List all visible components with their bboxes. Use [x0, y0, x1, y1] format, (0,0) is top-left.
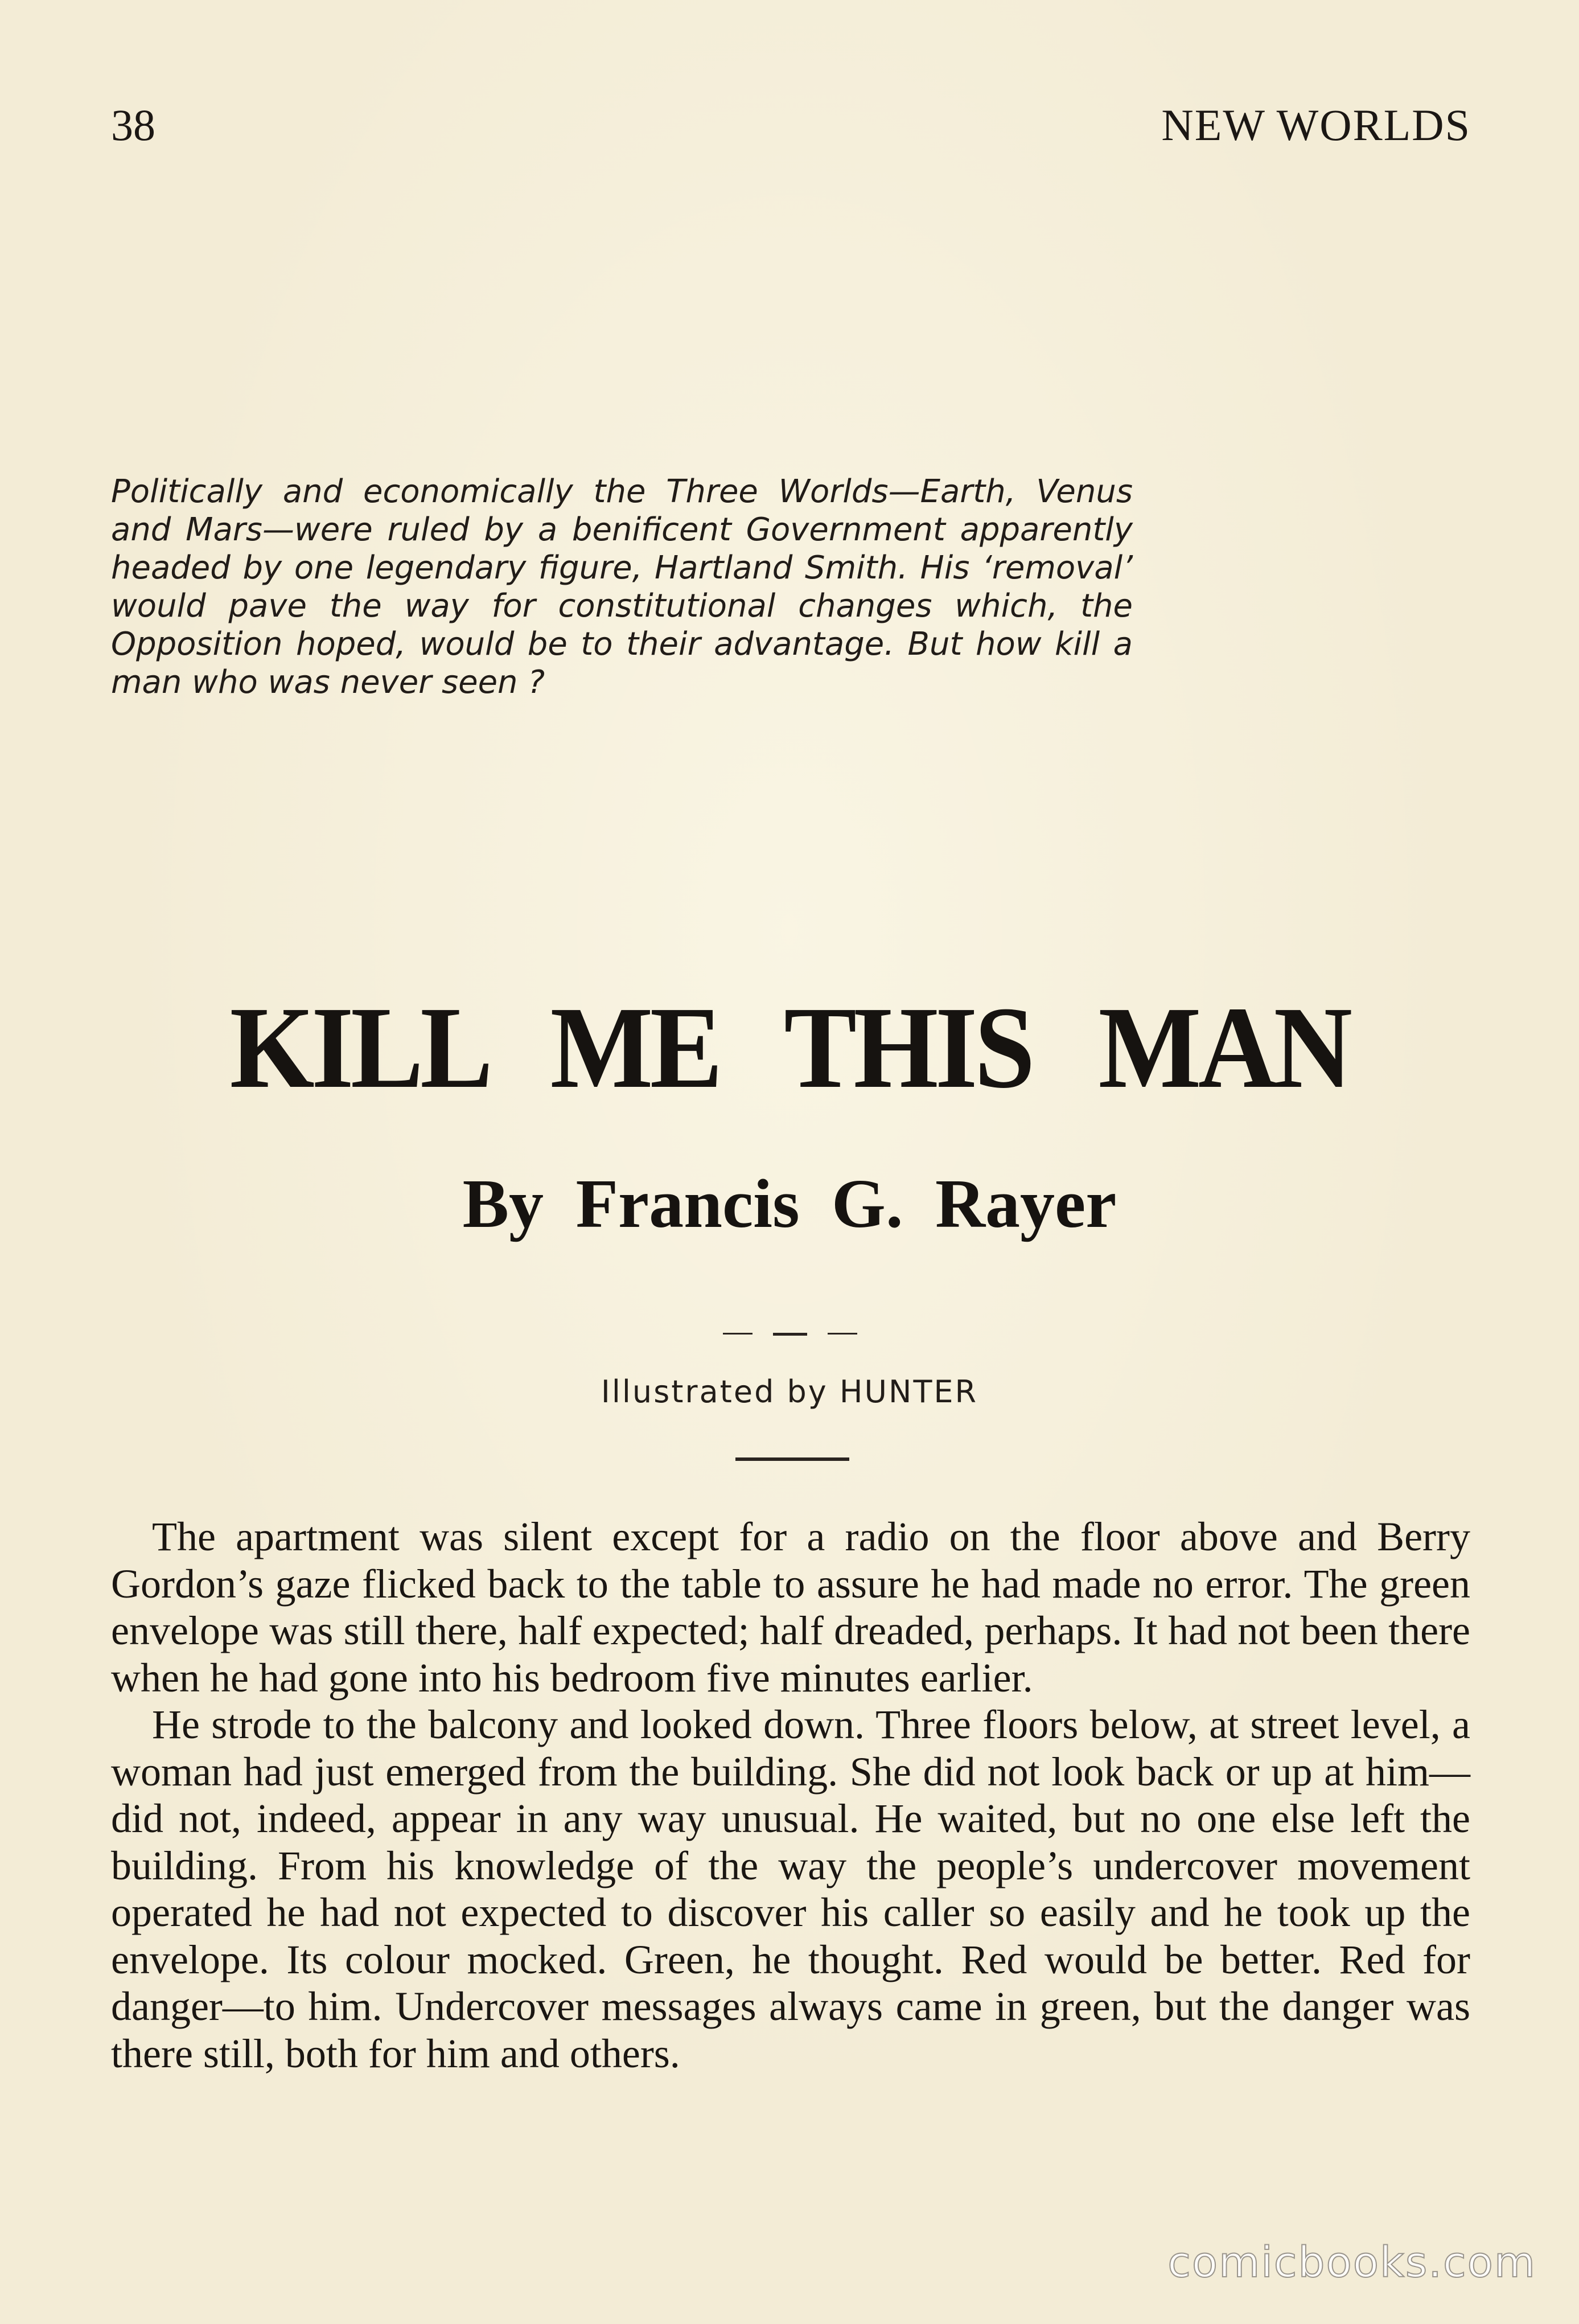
site-watermark: comicbooks.com — [1167, 2238, 1536, 2287]
page-number: 38 — [111, 100, 155, 150]
running-head — [111, 97, 1471, 154]
story-byline: By Francis G. Rayer — [462, 1165, 1117, 1242]
illustrator-credit: Illustrated by HUNTER — [601, 1374, 978, 1410]
body-paragraph: The apartment was silent except for a radio on the floor above and Berry Gordon’s gaze flicked back to the table to assure he had made no error. The green envelope was still there, half expected; half dreaded, perhaps. It had not been there when he had gone into his bedroom five minutes earlier. — [111, 1514, 1470, 1701]
dash-ornament — [723, 1333, 857, 1337]
body-paragraph: He strode to the balcony and looked down. Three floors below, at street level, a woman had just emerged from the building. She did not look back or up at him—did not, indeed, appear in any way unusual. He waited, but no one else left the building. From his knowledge of the way the people’s undercover movement operated he had not expected to discover his caller so easily and he took up the envelope. Its colour mocked. Green, he thought. Red would be better. Red for danger—to him. Undercover messages always came in green, but the danger was there still, both for him and others. — [111, 1702, 1470, 2076]
magazine-name: NEW WORLDS — [1161, 100, 1471, 150]
story-body — [111, 1513, 1470, 2077]
story-blurb: Politically and economically the Three Worlds—Earth, Venus and Mars—were ruled by a benificent Government apparently headed by one legendary figure, Hartland Smith. His ‘removal’ would pave the way for constitutional changes which, the Opposition hoped, would be to their advantage. But how kill a man who was never seen ? — [111, 473, 1133, 701]
story-title: KILL ME THIS MAN — [229, 982, 1350, 1112]
section-rule — [735, 1457, 849, 1461]
